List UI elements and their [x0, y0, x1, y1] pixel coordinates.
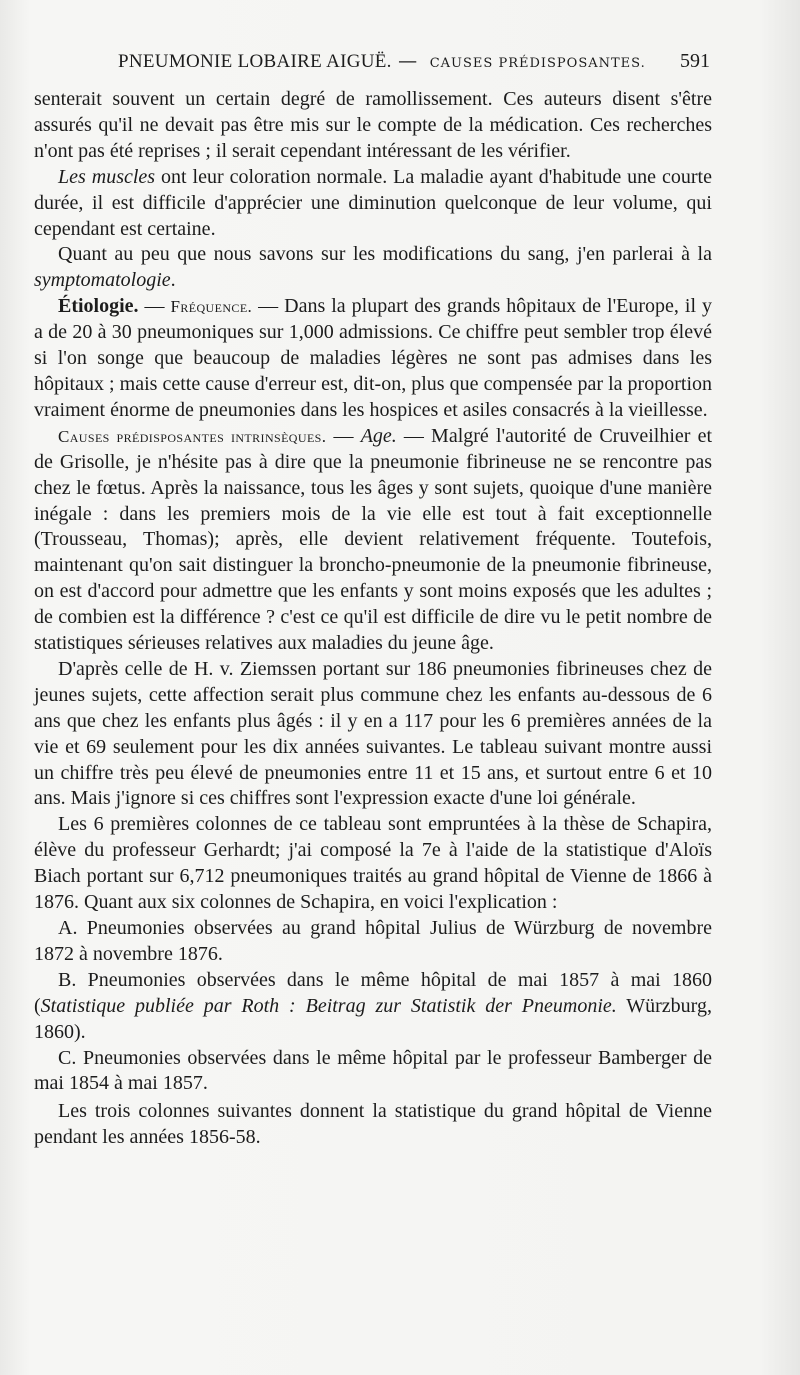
paragraph: C. Pneumonies observées dans le même hôpital par le professeur Bamberger de mai 1854 à mai 1857. — [34, 1046, 712, 1095]
subsection-heading: Fréquence. — [170, 297, 253, 317]
section-heading: Étiologie. — [58, 295, 139, 318]
paragraph — [34, 424, 712, 657]
paragraph — [34, 242, 712, 294]
paragraph: senterait souvent un certain degré de ramollissement. Ces auteurs disent s'être assurés qu'il ne devait pas être mis sur le compte de la médication. Ces recherches n'ont pas été reprises ; il serait cependant intéressant de les vérifier. — [34, 88, 712, 162]
paragraph: Les 6 premières colonnes de ce tableau sont empruntées à la thèse de Schapira, élève du professeur Gerhardt; j'ai composé la 7e à l'aide de la statistique d'Aloïs Biach portant sur 6,712 pneumoniques traités au grand hôpital de Vienne de 1866 à 1876. Quant aux six colonnes de Schapira, en voici l'explication : — [34, 813, 712, 914]
running-title: PNEUMONIE LOBAIRE AIGUË. — [118, 51, 392, 72]
paragraph — [34, 968, 712, 1046]
paragraph-text: Quant au peu que nous savons sur les modifications du sang, j'en parlerai à la — [58, 243, 712, 266]
body-text — [34, 87, 712, 1151]
italic-term: symptomatologie — [34, 269, 171, 292]
subsection-heading: Causes prédisposantes intrinsèques. — [58, 426, 327, 446]
paragraph-text: — Dans la plupart des grands hôpitaux de l'Europe, il y a de 20 à 30 pneumoniques sur 1,000 admissions. Ce chiffre peut sembler trop élevé si l'on songe que beaucoup de maladies légères ne sont pas admises dans les hôpitaux ; mais cette cause d'erreur est, dit-on, plus que compensée par la proportion vraiment énorme de pneumonies dans les hospices et asiles consacrés à la vieillesse. — [34, 295, 713, 421]
paragraph-text: . — [170, 269, 176, 292]
paragraph: Les trois colonnes suivantes donnent la statistique du grand hôpital de Vienne pendant les années 1856-58. — [34, 1100, 712, 1149]
running-header — [118, 50, 710, 73]
italic-term: Les muscles — [58, 165, 156, 188]
paragraph — [34, 165, 712, 243]
paragraph-text: Würzburg, 1860). — [34, 994, 712, 1043]
paragraph — [34, 294, 712, 424]
paragraph-text: — Malgré l'autorité de Cruveilhier et de Grisolle, je n'hésite pas à dire que la pneumonie fibrineuse ne se rencontre pas chez le fœtus. Après la naissance, tous les âges y sont sujets, quoique d'une manière inégale : dans les premiers mois de la vie elle est tout à fait exceptionnelle (Trousseau, Thomas); après, elle devient relativement fréquente. Toutefois, maintenant qu'on sait distinguer la broncho-pneumonie de la pneumonie fibrineuse, on est d'accord pour admettre que les enfants y sont moins exposés que les adultes ; de combien est la différence ? c'est ce qu'il est difficile de dire vu le petit nombre de statistiques sérieuses relatives aux maladies du jeune âge. — [34, 424, 712, 655]
paragraph-text: — — [138, 295, 171, 318]
paragraph-text: B. Pneumonies observées dans le même hôpital de mai 1857 à mai 1860 ( — [34, 968, 712, 1017]
section-title: CAUSES PRÉDISPOSANTES. — [429, 56, 646, 71]
paragraph-text: — — [326, 424, 361, 447]
page-number: 591 — [680, 50, 710, 72]
paragraph: A. Pneumonies observées au grand hôpital Julius de Würzburg de novembre 1872 à novembre 1876. — [34, 917, 712, 965]
italic-term: Age. — [360, 424, 397, 447]
paragraph: D'après celle de H. v. Ziemssen portant sur 186 pneumonies fibrineuses chez de jeunes sujets, cette affection serait plus commune chez les enfants au-dessous de 6 ans que chez les enfants plus âgés : il y en a 117 pour les 6 premières années de la vie et 69 seulement pour les dix années suivantes. Le tableau suivant montre aussi un chiffre très peu élevé de pneumonies entre 11 et 15 ans, et surtout entre 6 et 10 ans. Mais j'ignore si ces chiffres sont l'expression exacte d'une loi générale. — [34, 657, 712, 810]
header-dash: — — [398, 50, 418, 72]
italic-citation: Statistique publiée par Roth : Beitrag zur Statistik der Pneumonie. — [40, 994, 617, 1017]
paragraph-text: ont leur coloration normale. La maladie ayant d'habitude une courte durée, il est difficile d'apprécier une diminution quelconque de leur volume, qui cependant est certaine. — [34, 165, 712, 240]
